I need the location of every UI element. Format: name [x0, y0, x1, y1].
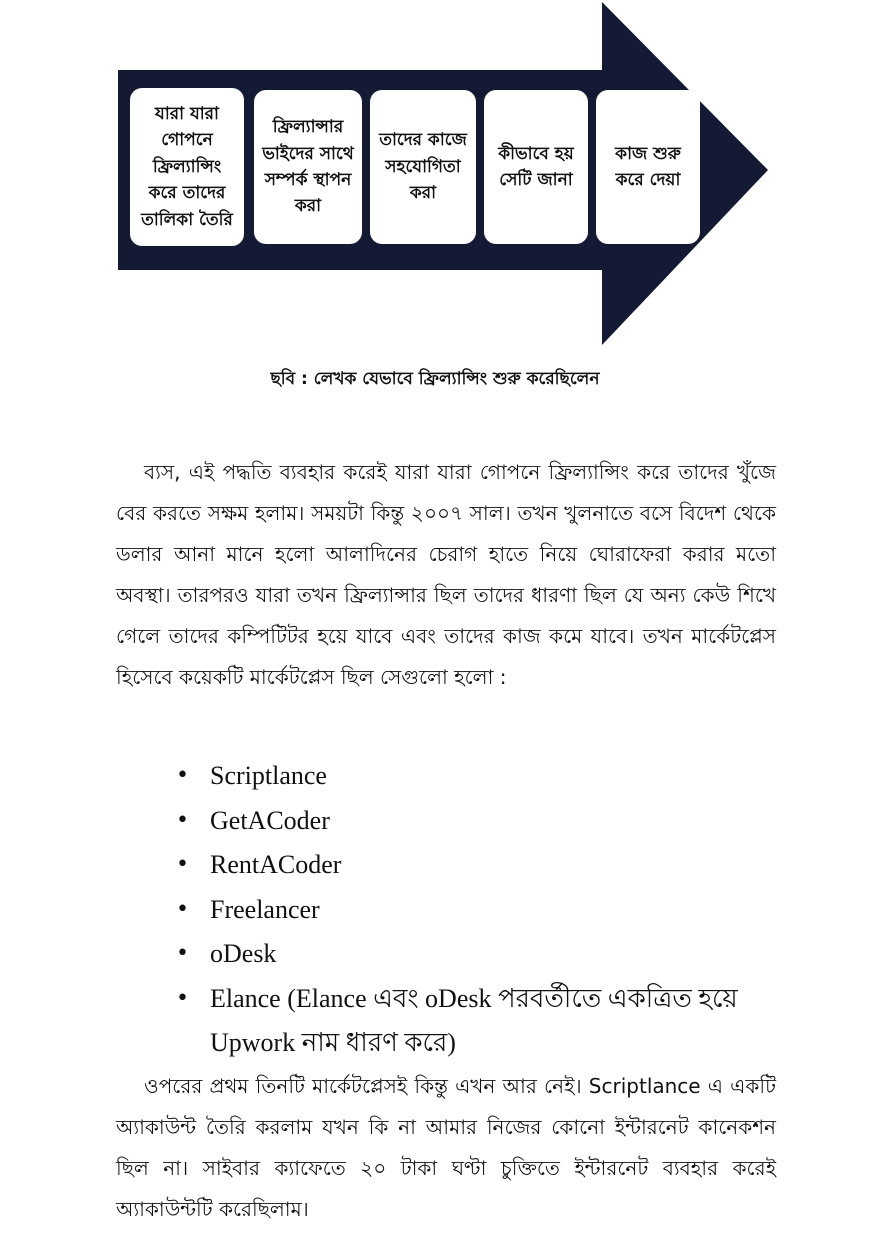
step-2-label: ফ্রিল্যান্সার ভাইদের সাথে সম্পর্ক স্থাপন করা: [262, 117, 354, 217]
step-1-box: [130, 88, 244, 246]
step-3-box: [370, 90, 476, 244]
step-1-label: যারা যারা গোপনে ফ্রিল্যান্সিং করে তাদের তালিকা তৈরি: [141, 104, 233, 230]
paragraph-intro: ব্যস, এই পদ্ধতি ব্যবহার করেই যারা যারা গোপনে ফ্রিল্যান্সিং করে তাদের খুঁজে বের করতে সক্ষম হলাম। সময়টা কিন্তু ২০০৭ সাল। তখন খুলনাতে বসে বিদেশ থেকে ডলার আনা মানে হলো আলাদিনের চেরাগ হাতে নিয়ে ঘোরাফেরা করার মতো অবস্থা। তারপরও যারা তখন ফ্রিল্যান্সার ছিল তাদের ধারণা ছিল যে অন্য কেউ শিখে গেলে তাদের কম্পিটিটর হয়ে যাবে এবং তাদের কাজ কমে যাবে। তখন মার্কেটপ্লেস হিসেবে কয়েকটি মার্কেটপ্লেস ছিল সেগুলো হলো :: [116, 460, 776, 689]
list-item-text: Freelancer: [210, 894, 320, 924]
list-item-text: GetACoder: [210, 805, 330, 835]
list-item-text: Scriptlance: [210, 761, 327, 790]
list-item: [176, 977, 776, 1066]
step-3-label: তাদের কাজে সহযোগিতা করা: [379, 130, 467, 204]
list-item: [176, 754, 776, 799]
list-item-text: Elance (Elance এবং oDesk পরবর্তীতে একত্রিত হয়ে Upwork নাম ধারণ করে): [210, 983, 738, 1057]
list-item: [176, 799, 776, 844]
step-4-label: কীভাবে হয় সেটি জানা: [498, 143, 574, 190]
bullet-icon: •: [176, 763, 189, 788]
step-5-box: [596, 90, 700, 244]
bullet-icon: •: [176, 896, 189, 922]
bullet-icon: •: [176, 852, 189, 877]
list-item: [176, 843, 776, 888]
figure-caption: ছবি : লেখক যেভাবে ফ্রিল্যান্সিং শুরু করেছিলেন: [270, 369, 600, 389]
step-5-label: কাজ শুরু করে দেয়া: [615, 143, 681, 190]
bullet-icon: •: [176, 807, 189, 833]
paragraph-followup: ওপরের প্রথম তিনটি মার্কেটপ্লেসই কিন্তু এখন আর নেই। Scriptlance এ একটি অ্যাকাউন্ট তৈরি করলাম যখন কি না আমার নিজের কোনো ইন্টারনেট কানেকশন ছিল না। সাইবার ক্যাফেতে ২০ টাকা ঘণ্টা চুক্তিতে ইন্টারনেট ব্যবহার করেই অ্যাকাউন্টটি করেছিলাম।: [116, 1074, 776, 1221]
step-4-box: [484, 90, 588, 244]
list-item-text: RentACoder: [210, 850, 342, 879]
bullet-icon: •: [176, 941, 189, 966]
bullet-icon: •: [176, 985, 189, 1011]
list-item: [176, 888, 776, 933]
list-item: [176, 932, 776, 977]
step-2-box: [254, 90, 362, 244]
list-item-text: oDesk: [210, 939, 277, 968]
marketplace-list: [176, 754, 776, 1066]
